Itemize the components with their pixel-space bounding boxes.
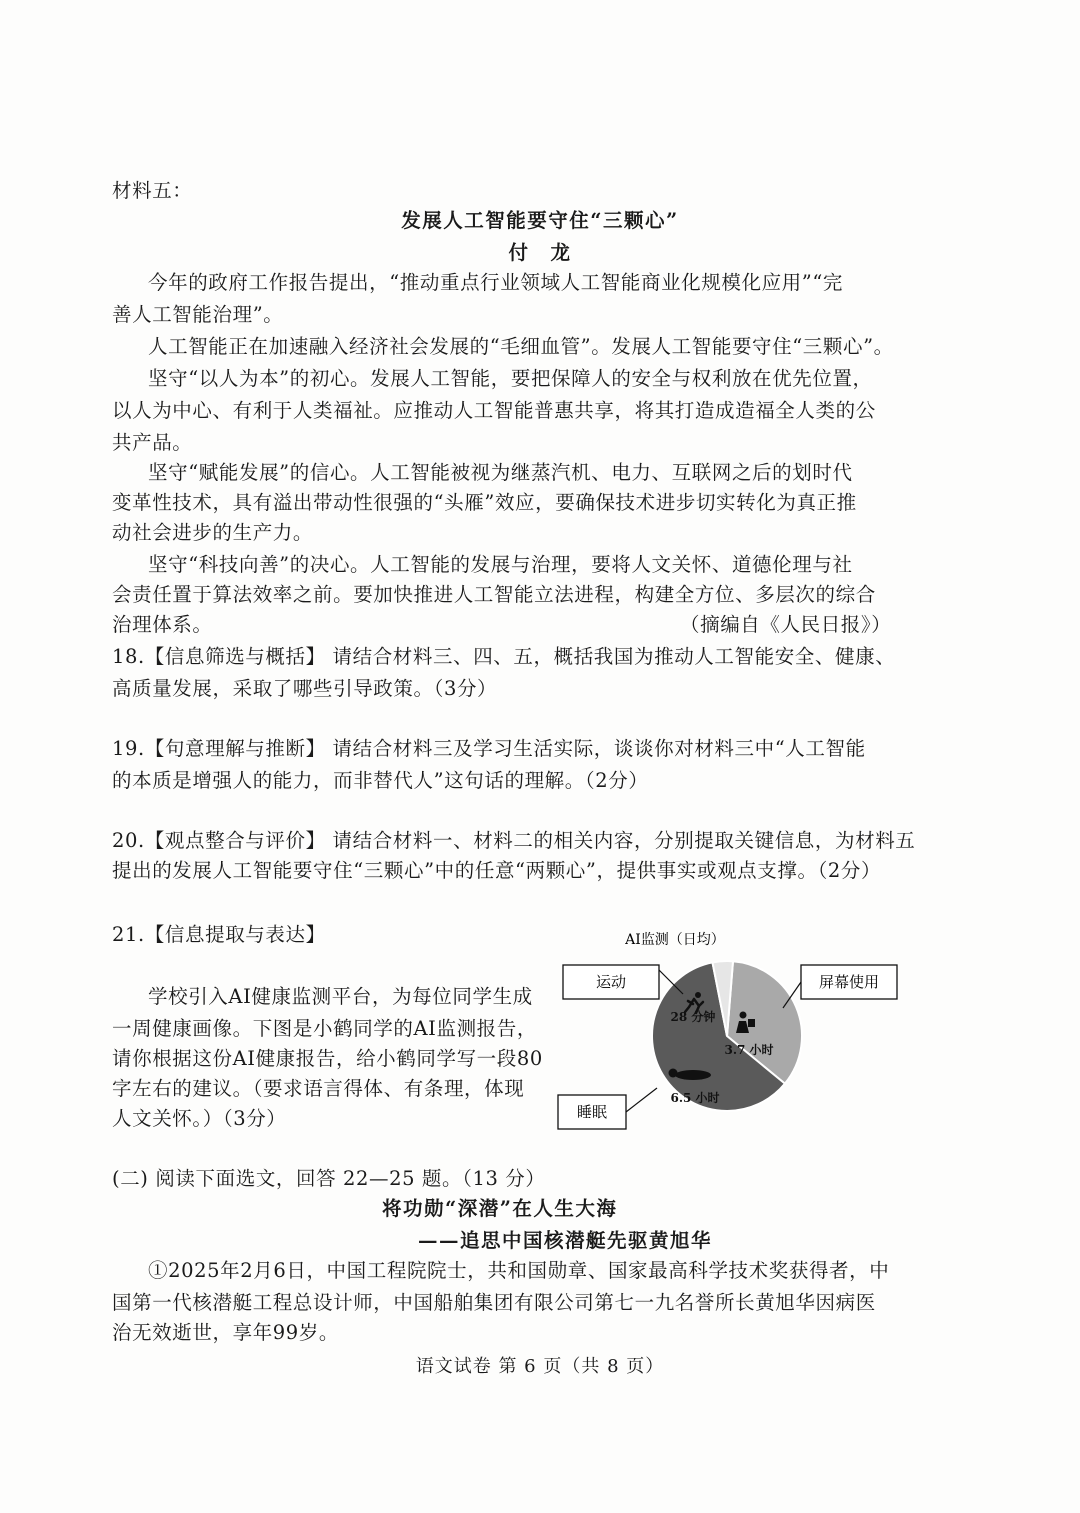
material-line: 以人为中心、有利于人类福祉。应推动人工智能普惠共享，将其打造成造福全人类的公 [112, 399, 876, 422]
section-2-intro: (二) 阅读下面选文，回答 22—25 题。（13 分） [112, 1167, 546, 1190]
article-author: 付 龙 [508, 241, 572, 264]
pie-value-label: 6.5 小时 [670, 1091, 720, 1105]
question-20-line: 20.【观点整合与评价】 请结合材料一、材料二的相关内容，分别提取关键信息，为材料五 [112, 829, 916, 852]
question-21-line: 学校引入AI健康监测平台，为每位同学生成 [148, 985, 533, 1008]
legend-callout-line [626, 1088, 657, 1112]
question-21-line: 字左右的建议。（要求语言得体、有条理，体现 [112, 1077, 525, 1100]
section-2-line: 国第一代核潜艇工程总设计师，中国船舶集团有限公司第七一九名誉所长黄旭华因病医 [112, 1291, 876, 1314]
chart-title: AI监测（日均） [625, 932, 725, 948]
question-21-title: 21.【信息提取与表达】 [112, 923, 326, 946]
material-line: 变革性技术，具有溢出带动性很强的“头雁”效应，要确保技术进步切实转化为真正推 [112, 491, 857, 514]
material-line: 坚守“科技向善”的决心。人工智能的发展与治理，要将人文关怀、道德伦理与社 [148, 553, 853, 576]
material-line: 人工智能正在加速融入经济社会发展的“毛细血管”。发展人工智能要守住“三颗心”。 [148, 335, 894, 358]
material-line: 善人工智能治理”。 [112, 303, 284, 326]
material-line: 今年的政府工作报告提出，“推动重点行业领域人工智能商业化规模化应用”“完 [148, 271, 844, 294]
question-20-line: 提出的发展人工智能要守住“三颗心”中的任意“两颗心”，提供事实或观点支撑。（2分） [112, 859, 882, 882]
pie-value-label: 28 分钟 [670, 1010, 716, 1024]
material-label: 材料五： [112, 179, 193, 202]
question-18-line: 高质量发展，采取了哪些引导政策。（3分） [112, 677, 498, 700]
material-line: 坚守“赋能发展”的信心。人工智能被视为继蒸汽机、电力、互联网之后的划时代 [148, 461, 853, 484]
legend-label: 睡眠 [576, 1103, 608, 1121]
material-line: 动社会进步的生产力。 [112, 521, 314, 544]
question-21-line: 一周健康画像。下图是小鹤同学的AI监测报告， [112, 1017, 537, 1040]
article-title: 发展人工智能要守住“三颗心” [401, 209, 679, 232]
question-18-line: 18.【信息筛选与概括】 请结合材料三、四、五，概括我国为推动人工智能安全、健康、 [112, 645, 896, 668]
material-line: 共产品。 [112, 431, 193, 454]
material-line: 会责任置于算法效率之前。要加快推进人工智能立法进程，构建全方位、多层次的综合 [112, 583, 876, 606]
question-21-line: 人文关怀。）（3分） [112, 1107, 287, 1130]
question-19-line: 的本质是增强人的能力，而非替代人”这句话的理解。（2分） [112, 769, 649, 792]
legend-label: 运动 [595, 973, 627, 991]
page-footer: 语文试卷 第 6 页（共 8 页） [415, 1356, 665, 1377]
ai-monitor-pie-chart [555, 928, 905, 1133]
legend-label: 屏幕使用 [818, 973, 880, 991]
question-21-line: 请你根据这份AI健康报告，给小鹤同学写一段80 [112, 1047, 543, 1070]
section-2-line: ①2025年2月6日，中国工程院院士，共和国勋章、国家最高科学技术奖获得者，中 [148, 1259, 890, 1282]
question-19-line: 19.【句意理解与推断】 请结合材料三及学习生活实际，谈谈你对材料三中“人工智能 [112, 737, 866, 760]
pie-value-label: 3.7 小时 [724, 1043, 774, 1057]
section-2-subtitle: ——追思中国核潜艇先驱黄旭华 [418, 1229, 713, 1252]
material-line: 坚守“以人为本”的初心。发展人工智能，要把保障人的安全与权利放在优先位置， [148, 367, 873, 390]
section-2-title: 将功勋“深潜”在人生大海 [382, 1197, 618, 1220]
section-2-line: 治无效逝世，享年99岁。 [112, 1321, 340, 1344]
material-line: 治理体系。 [112, 613, 213, 636]
source-note: （摘编自《人民日报》） [680, 613, 892, 636]
